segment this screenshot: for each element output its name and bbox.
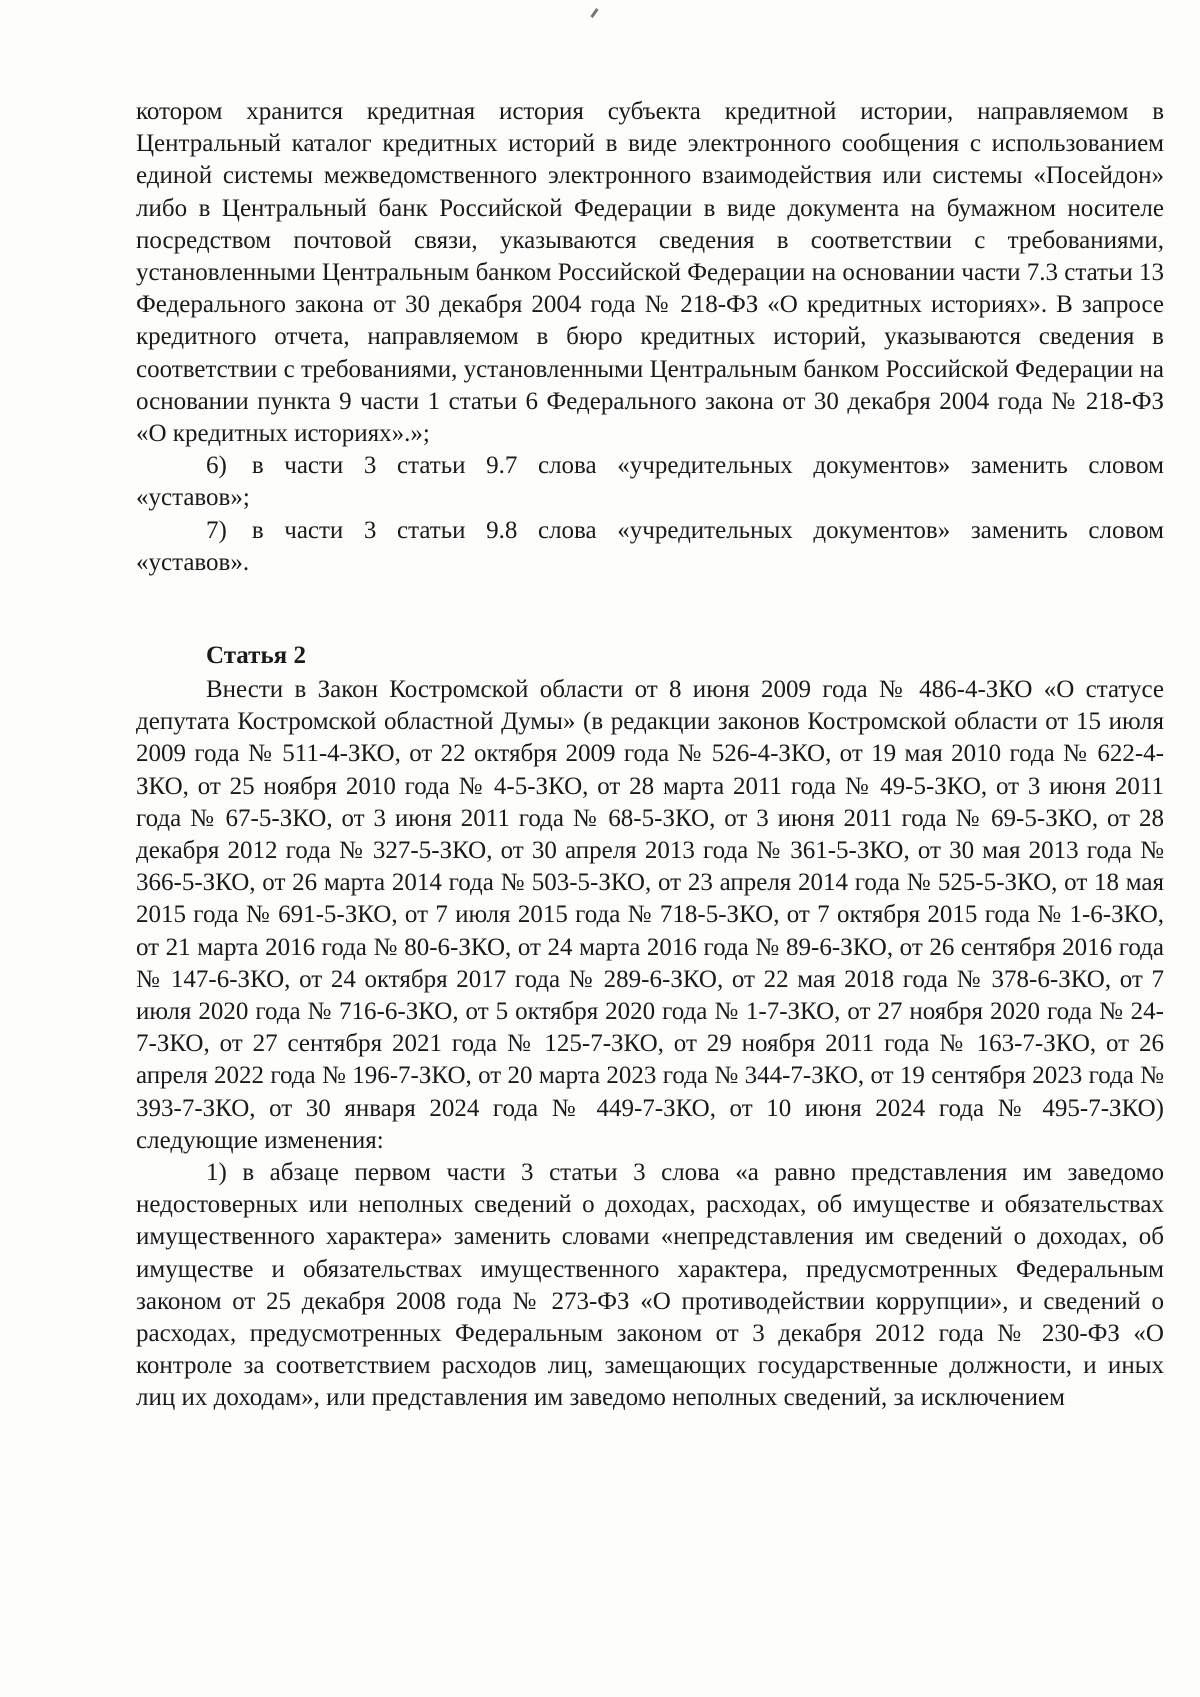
- article-2-intro: Внести в Закон Костромской области от 8 июня 2009 года № 486-4-ЗКО «О статусе депутата Костромской областной Думы» (в редакции законов Костромской области от 15 июля 2009 года № 511-4-ЗКО, от 22 октября 2009 года № 526-4-ЗКО, от 19 мая 2010 года № 622-4-ЗКО, от 25 ноября 2010 года № 4-5-ЗКО, от 28 марта 2011 года № 49-5-ЗКО, от 3 июня 2011 года № 67-5-ЗКО, от 3 июня 2011 года № 68-5-ЗКО, от 3 июня 2011 года № 69-5-ЗКО, от 28 декабря 2012 года № 327-5-ЗКО, от 30 апреля 2013 года № 361-5-ЗКО, от 30 мая 2013 года № 366-5-ЗКО, от 26 марта 2014 года № 503-5-ЗКО, от 23 апреля 2014 года № 525-5-ЗКО, от 18 мая 2015 года № 691-5-ЗКО, от 7 июля 2015 года № 718-5-ЗКО, от 7 октября 2015 года № 1-6-ЗКО, от 21 марта 2016 года № 80-6-ЗКО, от 24 марта 2016 года № 89-6-ЗКО, от 26 сентября 2016 года № 147-6-ЗКО, от 24 октября 2017 года № 289-6-ЗКО, от 22 мая 2018 года № 378-6-ЗКО, от 7 июля 2020 года № 716-6-ЗКО, от 5 октября 2020 года № 1-7-ЗКО, от 27 ноября 2020 года № 24-7-ЗКО, от 27 сентября 2021 года № 125-7-ЗКО, от 29 ноября 2011 года № 163-7-ЗКО, от 26 апреля 2022 года № 196-7-ЗКО, от 20 марта 2023 года № 344-7-ЗКО, от 19 сентября 2023 года № 393-7-ЗКО, от 30 января 2024 года № 449-7-ЗКО, от 10 июня 2024 года № 495-7-ЗКО) следующие изменения:: [136, 676, 1164, 1154]
- amendment-item-7: 7) в части 3 статьи 9.8 слова «учредительных документов» заменить словом «уставов».: [136, 516, 1164, 576]
- article-2-heading: Статья 2: [206, 642, 306, 669]
- continuation-paragraph: котором хранится кредитная история субъекта кредитной истории, направляемом в Центральный каталог кредитных историй в виде электронного сообщения с использованием единой системы межведомственного электронного взаимодействия или системы «Посейдон» либо в Центральный банк Российской Федерации в виде документа на бумажном носителе посредством почтовой связи, указываются сведения в соответствии с требованиями, установленными Центральным банком Российской Федерации на основании части 7.3 статьи 13 Федерального закона от 30 декабря 2004 года № 218-ФЗ «О кредитных историях». В запросе кредитного отчета, направляемом в бюро кредитных историй, указываются сведения в соответствии с требованиями, установленными Центральным банком Российской Федерации на основании пункта 9 части 1 статьи 6 Федерального закона от 30 декабря 2004 года № 218-ФЗ «О кредитных историях».»;: [136, 98, 1164, 448]
- article-2-body: [136, 674, 1164, 1415]
- amendment-item-6: 6) в части 3 статьи 9.7 слова «учредительных документов» заменить словом «уставов»;: [136, 452, 1164, 512]
- article-2-item-1: 1) в абзаце первом части 3 статьи 3 слова «а равно представления им заведомо недостоверных или неполных сведений о доходах, расходах, об имуществе и обязательствах имущественного характера» заменить словами «непредставления им сведений о доходах, об имуществе и обязательствах имущественного характера, предусмотренных Федеральным законом от 25 декабря 2008 года № 273-ФЗ «О противодействии коррупции», и сведений о расходах, предусмотренных Федеральным законом от 3 декабря 2012 года № 230-ФЗ «О контроле за соответствием расходов лиц, замещающих государственные должности, и иных лиц их доходам», или представления им заведомо неполных сведений, за исключением: [136, 1159, 1164, 1412]
- scan-speck: [590, 8, 598, 18]
- article-1-tail: [136, 96, 1164, 579]
